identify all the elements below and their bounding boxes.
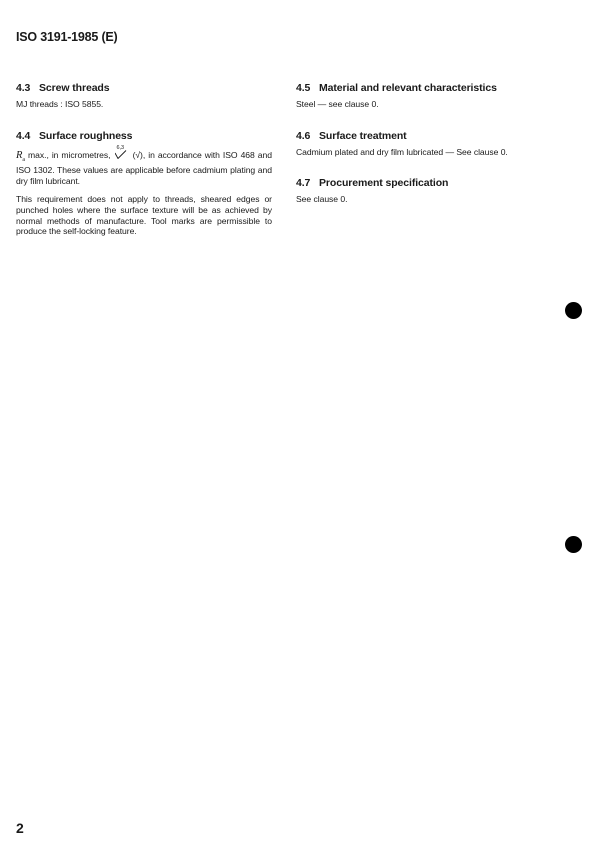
- right-column: [296, 82, 574, 213]
- section-heading: [296, 177, 574, 189]
- roughness-symbol-icon: [114, 144, 130, 159]
- section-heading: [16, 130, 272, 142]
- section-title: Procurement specification: [319, 177, 449, 190]
- section-material: [296, 82, 574, 110]
- ra-subscript: a: [22, 156, 25, 163]
- section-heading: [296, 130, 574, 142]
- section-text: See clause 0.: [296, 194, 348, 205]
- section-number: 4.3: [16, 82, 31, 94]
- section-surface-treatment: [296, 130, 574, 158]
- binding-hole-top: [565, 302, 582, 319]
- ra-letter: R: [16, 149, 23, 161]
- roughness-post-text: (√), in accordance with ISO 468 and ISO 1302. These values are applicable before cadmium plating and dry film lubricant.: [16, 149, 272, 186]
- section-number: 4.6: [296, 129, 311, 142]
- section-screw-threads: [16, 82, 272, 110]
- section-heading: [296, 82, 574, 94]
- section-heading: [16, 82, 272, 94]
- binding-hole-bottom: [565, 536, 582, 553]
- ra-symbol: [16, 150, 25, 161]
- roughness-pre-text: max., in micrometres,: [28, 149, 111, 160]
- section-surface-roughness: [16, 130, 272, 237]
- section-text: Steel — see clause 0.: [296, 99, 379, 109]
- page-number: 2: [16, 820, 24, 836]
- section-number: 4.5: [296, 82, 311, 94]
- section-text: This requirement does not apply to threads, sheared edges or punched holes where the surface texture will be as achieved by normal methods of manufacture. Tool marks are permissible to produce the self-locking feature.: [16, 194, 272, 237]
- document-header: ISO 3191-1985 (E): [16, 30, 118, 44]
- left-column: [16, 82, 272, 245]
- section-text: MJ threads : ISO 5855.: [16, 99, 104, 109]
- section-procurement: [296, 177, 574, 205]
- section-title: Screw threads: [39, 82, 110, 94]
- roughness-value: 6,3: [116, 144, 125, 151]
- section-text: Cadmium plated and dry film lubricated — See clause 0.: [296, 146, 508, 157]
- section-title: Material and relevant characteristics: [319, 82, 497, 94]
- section-number: 4.4: [16, 129, 31, 142]
- section-title: Surface roughness: [39, 129, 133, 142]
- section-number: 4.7: [296, 177, 311, 190]
- roughness-paragraph: [16, 144, 272, 187]
- section-title: Surface treatment: [319, 129, 407, 142]
